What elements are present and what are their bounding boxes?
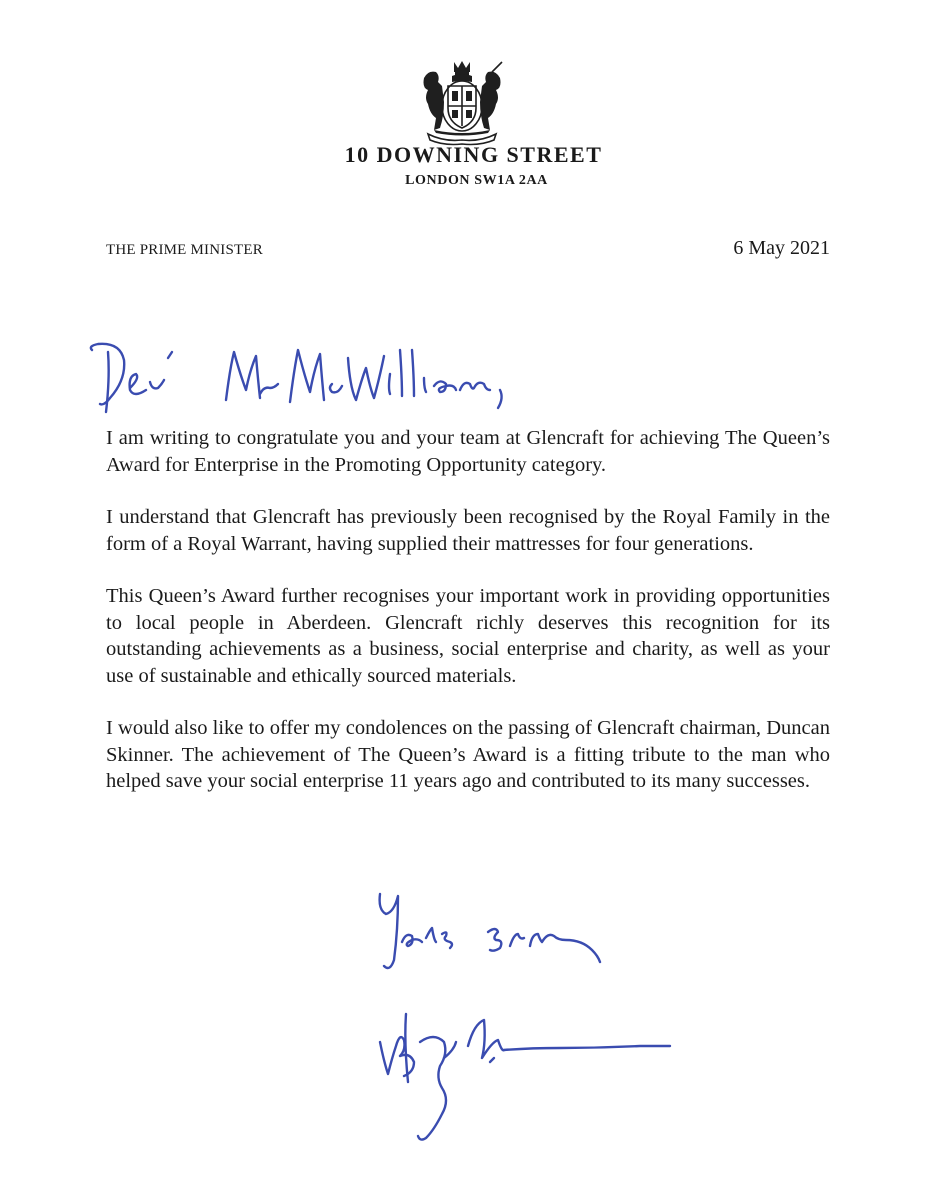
letterhead-address-line1: 10 DOWNING STREET (344, 142, 603, 167)
royal-coat-of-arms-icon (414, 58, 510, 146)
body-paragraph-4: I would also like to offer my condolences on the passing of Glencraft chairman, Duncan Skinner. The achievement of The Queen’s Award is a fitting tribute to the man who helped save your social enterprise 11 years ago and contributed to its many successes. (106, 717, 830, 792)
letter-date: 6 May 2021 (733, 237, 830, 259)
letterhead-address-line2: LONDON SW1A 2AA (405, 173, 548, 188)
body-paragraph-1: I am writing to congratulate you and your team at Glencraft for achieving The Queen’s Award for Enterprise in the Promoting Opportunity category. (106, 427, 830, 476)
signature-ink (370, 1002, 690, 1152)
handwritten-salutation (84, 328, 544, 428)
letter-body (106, 425, 830, 821)
handwritten-closing (372, 880, 632, 990)
body-paragraph-2: I understand that Glencraft has previously been recognised by the Royal Family in the form of a Royal Warrant, having supplied their mattresses for four generations. (106, 506, 830, 555)
body-paragraph-3: This Queen’s Award further recognises your important work in providing opportunities to local people in Aberdeen. Glencraft richly deserves this recognition for its outstanding achievements as a business, social enterprise and charity, as well as your use of sustainable and ethically sourced materials. (106, 585, 830, 687)
sender-title: THE PRIME MINISTER (106, 242, 263, 258)
closing-ink (372, 880, 632, 990)
salutation-ink (84, 328, 544, 428)
handwritten-signature (370, 1002, 690, 1152)
